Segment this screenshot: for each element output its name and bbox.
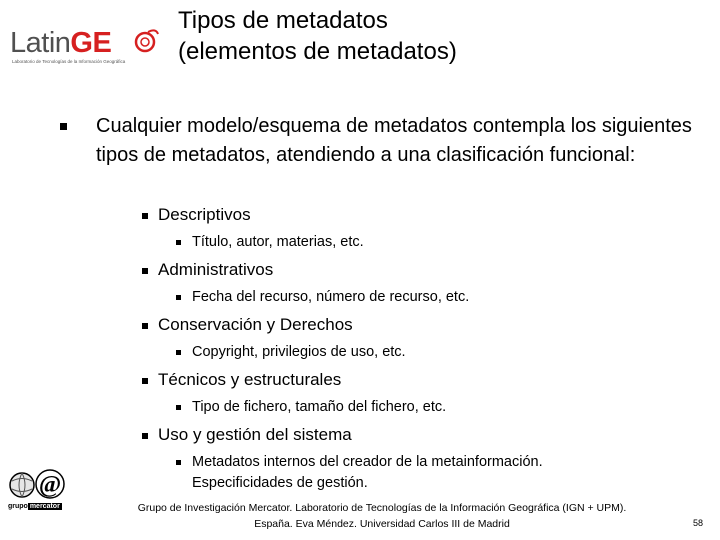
logo-tagline: Laboratorio de Tecnologías de la Información Geográfica — [12, 59, 126, 64]
logo-swirl-icon — [134, 26, 160, 56]
logo-wordmark — [10, 28, 111, 58]
svg-text:@: @ — [38, 472, 62, 498]
footer-line-2: España. Eva Méndez. Universidad Carlos III de Madrid — [254, 518, 510, 530]
detail-conservacion: Copyright, privilegios de uso, etc. — [192, 344, 406, 360]
bullet-square-icon — [60, 123, 67, 130]
intro-text: Cualquier modelo/esquema de metadatos contempla los siguientes tipos de metadatos, atendiendo a una clasificación funcional: — [96, 115, 692, 166]
bullet-square-icon — [142, 378, 148, 384]
bullet-square-icon — [176, 460, 181, 465]
detail-uso-gestion-line-2: Especificidades de gestión. — [192, 475, 368, 491]
logo-mercator-text: mercator — [29, 503, 60, 510]
logo-latin-text: Latin — [10, 27, 71, 59]
slide-title — [178, 5, 457, 67]
detail-uso-gestion-line-1: Metadatos internos del creador de la metainformación. — [192, 454, 543, 470]
footer-credits — [92, 500, 672, 532]
page-number: 58 — [693, 518, 704, 528]
detail-tecnicos: Tipo de fichero, tamaño del fichero, etc. — [192, 399, 447, 415]
grupo-mercator-logo — [8, 468, 74, 516]
logo-grupo-text: grupo — [8, 503, 28, 510]
detail-descriptivos: Título, autor, materias, etc. — [192, 234, 364, 250]
bullet-square-icon — [176, 405, 181, 410]
category-conservacion: Conservación y Derechos — [158, 315, 353, 334]
category-tecnicos: Técnicos y estructurales — [158, 370, 342, 389]
mercator-logo-label — [8, 503, 62, 510]
bullet-square-icon — [142, 268, 148, 274]
bullet-square-icon — [176, 350, 181, 355]
footer-line-1: Grupo de Investigación Mercator. Laboratorio de Tecnologías de la Información Geográfica (IGN + UPM). — [137, 502, 627, 514]
bullet-square-icon — [176, 240, 181, 245]
category-descriptivos: Descriptivos — [158, 205, 251, 224]
detail-administrativos: Fecha del recurso, número de recurso, etc. — [192, 289, 470, 305]
category-administrativos: Administrativos — [158, 260, 274, 279]
logo-geo-text: GE — [70, 27, 112, 59]
bullet-square-icon — [142, 213, 148, 219]
category-uso-gestion: Uso y gestión del sistema — [158, 425, 352, 444]
bullet-square-icon — [142, 323, 148, 329]
latingeo-logo — [8, 26, 158, 66]
bullet-square-icon — [176, 295, 181, 300]
title-line-2: (elementos de metadatos) — [178, 38, 457, 65]
title-line-1: Tipos de metadatos — [178, 7, 388, 34]
globe-at-icon — [8, 468, 74, 502]
bullet-square-icon — [142, 433, 148, 439]
